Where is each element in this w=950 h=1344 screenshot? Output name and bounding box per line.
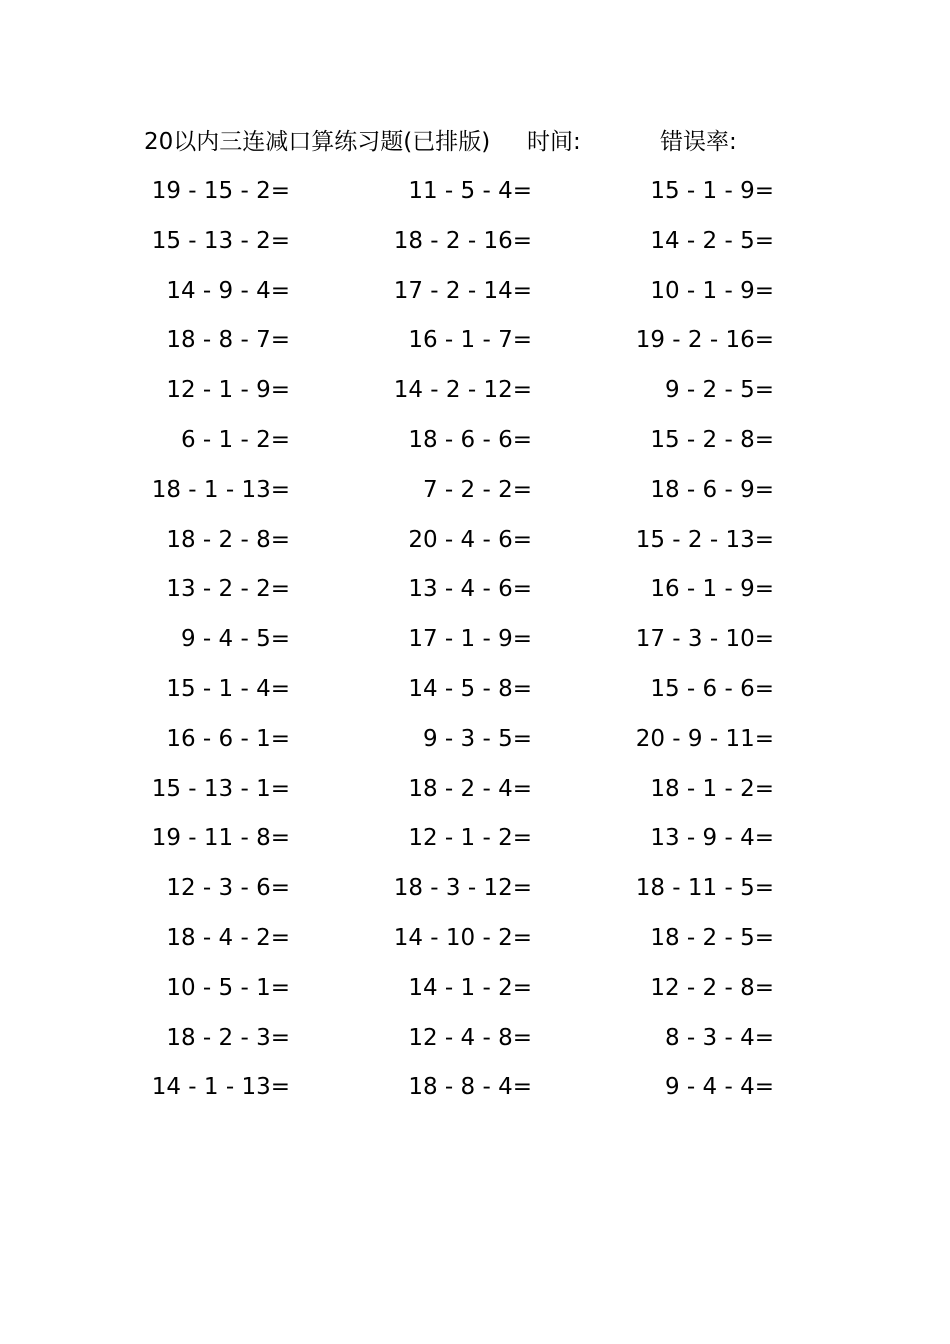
problem-row: [0, 571, 950, 621]
problem-item: 18 - 3 - 12=: [393, 875, 532, 902]
problem-item: 14 - 2 - 12=: [393, 377, 532, 404]
problem-item: 15 - 6 - 6=: [650, 675, 774, 702]
problem-row: [0, 1069, 950, 1119]
problem-item: 14 - 9 - 4=: [166, 277, 290, 304]
problem-row: [0, 970, 950, 1020]
problem-item: 18 - 11 - 5=: [635, 875, 774, 902]
problem-row: [0, 820, 950, 870]
problem-item: 18 - 8 - 7=: [166, 327, 290, 354]
problem-row: [0, 870, 950, 920]
problem-item: 9 - 4 - 4=: [664, 1074, 774, 1101]
problem-row: [0, 771, 950, 821]
problem-item: 18 - 6 - 6=: [408, 426, 532, 453]
problem-item: 9 - 2 - 5=: [664, 377, 774, 404]
problem-item: 18 - 1 - 13=: [151, 476, 290, 503]
problem-item: 7 - 2 - 2=: [422, 476, 532, 503]
problem-item: 15 - 2 - 13=: [635, 526, 774, 553]
problem-item: 12 - 1 - 9=: [166, 377, 290, 404]
problem-item: 18 - 2 - 16=: [393, 227, 532, 254]
problem-row: [0, 1020, 950, 1070]
problem-row: [0, 223, 950, 273]
problem-item: 15 - 1 - 4=: [166, 675, 290, 702]
worksheet-header: [0, 124, 950, 160]
problem-item: 14 - 10 - 2=: [393, 924, 532, 951]
problem-row: [0, 522, 950, 572]
problem-row: [0, 372, 950, 422]
problem-row: [0, 671, 950, 721]
time-label: 时间:: [527, 129, 581, 155]
problem-item: 9 - 3 - 5=: [422, 725, 532, 752]
problem-item: 17 - 3 - 10=: [635, 626, 774, 653]
problem-item: 6 - 1 - 2=: [180, 426, 290, 453]
problem-row: [0, 273, 950, 323]
problem-item: 13 - 2 - 2=: [166, 576, 290, 603]
problem-item: 8 - 3 - 4=: [664, 1024, 774, 1051]
problem-item: 13 - 4 - 6=: [408, 576, 532, 603]
error-rate-label: 错误率:: [660, 129, 737, 155]
problem-item: 12 - 4 - 8=: [408, 1024, 532, 1051]
problem-item: 16 - 1 - 7=: [408, 327, 532, 354]
problem-item: 18 - 1 - 2=: [650, 775, 774, 802]
problem-item: 18 - 2 - 4=: [408, 775, 532, 802]
problem-item: 14 - 1 - 2=: [408, 974, 532, 1001]
problem-item: 12 - 1 - 2=: [408, 825, 532, 852]
problem-item: 18 - 2 - 5=: [650, 924, 774, 951]
problem-item: 14 - 1 - 13=: [151, 1074, 290, 1101]
problem-row: [0, 322, 950, 372]
problem-item: 18 - 4 - 2=: [166, 924, 290, 951]
problem-item: 15 - 1 - 9=: [650, 178, 774, 204]
problem-item: 14 - 2 - 5=: [650, 227, 774, 254]
problem-item: 11 - 5 - 4=: [408, 178, 532, 204]
problem-item: 14 - 5 - 8=: [408, 675, 532, 702]
problem-item: 10 - 1 - 9=: [650, 277, 774, 304]
problem-item: 18 - 6 - 9=: [650, 476, 774, 503]
problem-row: [0, 422, 950, 472]
problem-grid: [0, 173, 950, 1119]
problem-row: [0, 621, 950, 671]
problem-item: 18 - 8 - 4=: [408, 1074, 532, 1101]
problem-item: 20 - 9 - 11=: [635, 725, 774, 752]
problem-item: 16 - 1 - 9=: [650, 576, 774, 603]
problem-row: [0, 920, 950, 970]
problem-row: [0, 173, 950, 223]
problem-item: 13 - 9 - 4=: [650, 825, 774, 852]
problem-item: 16 - 6 - 1=: [166, 725, 290, 752]
problem-item: 15 - 13 - 1=: [151, 775, 290, 802]
problem-item: 19 - 11 - 8=: [151, 825, 290, 852]
problem-item: 18 - 2 - 3=: [166, 1024, 290, 1051]
problem-item: 10 - 5 - 1=: [166, 974, 290, 1001]
problem-item: 12 - 2 - 8=: [650, 974, 774, 1001]
problem-item: 19 - 15 - 2=: [151, 178, 290, 204]
problem-row: [0, 721, 950, 771]
problem-item: 9 - 4 - 5=: [180, 626, 290, 653]
problem-row: [0, 472, 950, 522]
problem-item: 12 - 3 - 6=: [166, 875, 290, 902]
problem-item: 17 - 1 - 9=: [408, 626, 532, 653]
worksheet-title: 20以内三连减口算练习题(已排版): [144, 129, 491, 155]
problem-item: 17 - 2 - 14=: [393, 277, 532, 304]
problem-item: 15 - 2 - 8=: [650, 426, 774, 453]
problem-item: 20 - 4 - 6=: [408, 526, 532, 553]
problem-item: 19 - 2 - 16=: [635, 327, 774, 354]
problem-item: 18 - 2 - 8=: [166, 526, 290, 553]
problem-item: 15 - 13 - 2=: [151, 227, 290, 254]
